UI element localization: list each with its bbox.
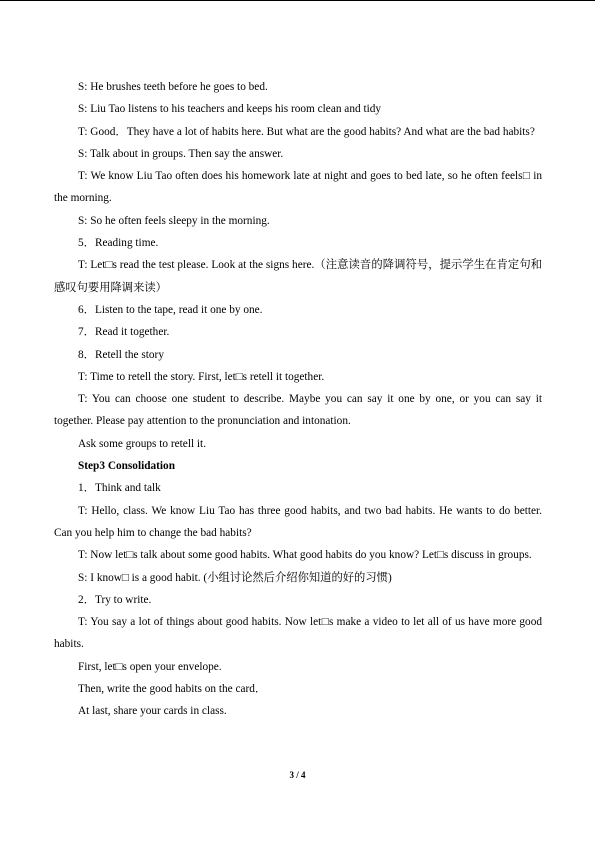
paragraph: S: Liu Tao listens to his teachers and keeps his room clean and tidy: [78, 103, 382, 116]
paragraph: 2．Try to write.: [78, 593, 152, 606]
paragraph: 5．Reading time.: [78, 237, 159, 250]
paragraph: T: Let□s read the test please. Look at the signs here.（注意读音的降调符号，提示学生在肯定句和感叹句要用降调来读）: [54, 259, 542, 294]
paragraph: 7．Read it together.: [78, 326, 170, 339]
paragraph: At last, share your cards in class.: [78, 705, 227, 718]
paragraph: T: Good．They have a lot of habits here. But what are the good habits? And what are the bad habits?: [78, 125, 535, 138]
paragraph: First, let□s open your envelope.: [78, 660, 222, 673]
paragraph: T: Time to retell the story. First, let□s retell it together.: [78, 370, 325, 383]
paragraph: S: Talk about in groups. Then say the answer.: [78, 147, 284, 160]
paragraph: S: I know□ is a good habit. (小组讨论然后介绍你知道的好的习惯): [78, 571, 392, 584]
paragraph: Ask some groups to retell it.: [78, 437, 207, 450]
paragraph: S: So he often feels sleepy in the morning.: [78, 214, 270, 227]
paragraph: T: You say a lot of things about good habits. Now let□s make a video to let all of us have more good habits.: [54, 616, 542, 651]
paragraph: T: Hello, class. We know Liu Tao has three good habits, and two bad habits. He wants to do better. Can you help him to change the bad habits?: [54, 504, 542, 539]
paragraph: T: We know Liu Tao often does his homework late at night and goes to bed late, so he often feels□ in the morning.: [54, 170, 542, 205]
paragraph: T: You can choose one student to describe. Maybe you can say it one by one, or you can say it together. Please pay attention to the pronunciation and intonation.: [54, 393, 542, 428]
paragraph: 8．Retell the story: [78, 348, 164, 361]
section-heading: Step3 Consolidation: [78, 460, 175, 473]
paragraph: S: He brushes teeth before he goes to bed.: [78, 81, 268, 93]
paragraph: 6．Listen to the tape, read it one by one.: [78, 303, 263, 316]
document-body: [54, 76, 542, 723]
paragraph: T: Now let□s talk about some good habits. What good habits do you know? Let□s discuss in groups.: [78, 549, 532, 562]
page-number: 3 / 4: [289, 770, 306, 780]
top-rule: [0, 0, 595, 1]
paragraph: Then, write the good habits on the card．: [78, 683, 267, 696]
paragraph: 1．Think and talk: [78, 482, 161, 495]
